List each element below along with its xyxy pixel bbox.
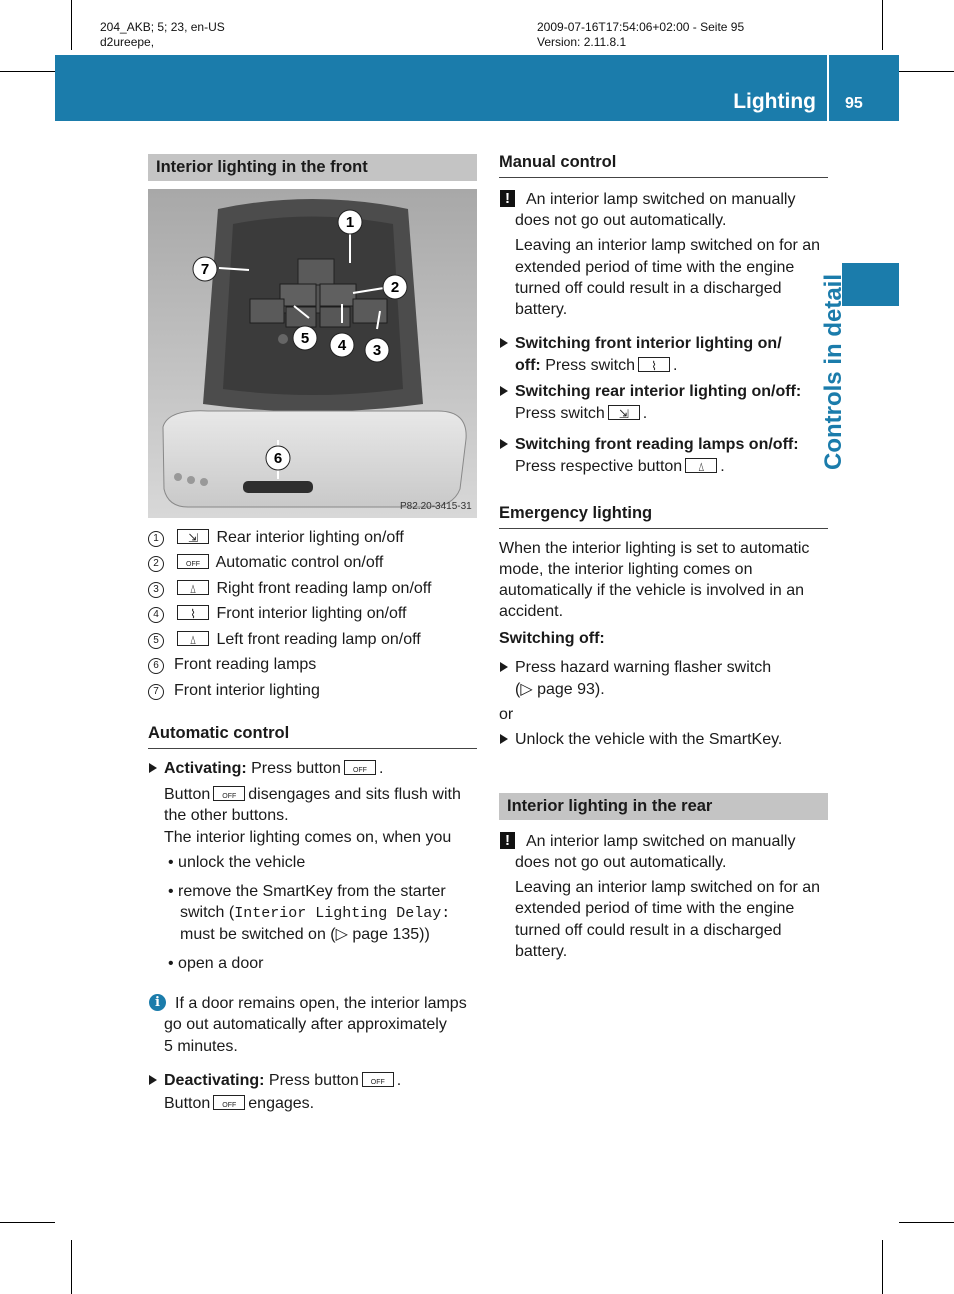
legend-item xyxy=(174,603,406,625)
paragraph: The interior lighting comes on, when you xyxy=(164,829,452,846)
legend-num: 4 xyxy=(148,607,164,623)
bullet-text: unlock the vehicle xyxy=(178,854,306,871)
crop-mark xyxy=(71,0,72,50)
auto-control-icon xyxy=(177,554,209,569)
bullet-item: • open a door xyxy=(168,955,264,972)
paragraph: When the interior lighting is set to automatic xyxy=(499,540,810,557)
legend-item xyxy=(174,629,421,651)
paragraph: mode, the interior lighting comes on xyxy=(499,561,753,578)
subhead-manual-control: Manual control xyxy=(499,153,828,178)
legend-item xyxy=(174,578,431,600)
step-text: Press button xyxy=(251,760,341,777)
meta-line: d2ureepe, xyxy=(100,35,155,49)
step-text: (▷ page 93). xyxy=(515,681,605,698)
side-tab-label: Controls in detail xyxy=(820,273,847,470)
step-text: Press hazard warning flasher switch xyxy=(515,659,772,676)
bullet-text: open a door xyxy=(178,955,264,972)
step-arrow-icon xyxy=(149,763,157,773)
legend-num: 5 xyxy=(148,633,164,649)
figure-code: P82.20-3415-31 xyxy=(400,501,472,512)
crop-mark xyxy=(882,0,883,50)
step-text: Press switch xyxy=(515,405,605,422)
svg-text:1: 1 xyxy=(345,214,355,231)
header-separator xyxy=(827,55,829,121)
crop-mark xyxy=(71,1240,72,1294)
warning-text: An interior lamp switched on manually xyxy=(526,191,796,208)
auto-control-icon xyxy=(213,1095,245,1110)
svg-text:2: 2 xyxy=(390,279,400,296)
subhead-emergency-lighting: Emergency lighting xyxy=(499,504,828,529)
paragraph xyxy=(164,1093,314,1115)
legend-item xyxy=(174,527,404,549)
step-label: Activating: xyxy=(164,760,247,777)
legend-text: Right front reading lamp on/off xyxy=(216,580,432,597)
legend-item xyxy=(174,552,383,574)
step-arrow-icon xyxy=(500,734,508,744)
section-title-front: Interior lighting in the front xyxy=(148,154,477,181)
reading-lamp-icon xyxy=(177,631,209,646)
page-number: 95 xyxy=(845,95,863,112)
step-label: off: xyxy=(515,357,541,374)
step-deactivating: Deactivating: Press buttonOFF . xyxy=(164,1070,401,1092)
rear-light-icon xyxy=(177,529,209,544)
step-label: Switching front interior lighting on/ xyxy=(515,335,782,352)
or-text: or xyxy=(499,706,514,723)
info-text: 5 minutes. xyxy=(164,1038,238,1055)
svg-text:3: 3 xyxy=(372,342,382,359)
subhead-automatic-control: Automatic control xyxy=(148,724,477,749)
meta-line: 204_AKB; 5; 23, en-US xyxy=(100,20,225,34)
paragraph xyxy=(180,902,450,925)
paragraph: the other buttons. xyxy=(164,807,289,824)
meta-line: Version: 2.11.8.1 xyxy=(537,35,627,49)
legend-text: Front interior lighting xyxy=(174,682,320,699)
paragraph: accident. xyxy=(499,603,564,620)
step-reading-lamps: Press respective button⍙ . xyxy=(515,456,725,478)
warning-text: battery. xyxy=(515,301,568,318)
meta-right xyxy=(537,20,744,50)
section-title-rear: Interior lighting in the rear xyxy=(499,793,828,820)
step-arrow-icon xyxy=(500,662,508,672)
paragraph: automatically if the vehicle is involved in an xyxy=(499,582,805,599)
front-light-icon xyxy=(177,605,209,620)
svg-text:5: 5 xyxy=(300,330,310,347)
svg-text:7: 7 xyxy=(200,261,210,278)
text: Button xyxy=(164,786,211,803)
warning-text: extended period of time with the engine xyxy=(515,900,795,917)
step-rear-interior: Press switch⇲ . xyxy=(515,403,647,425)
overhead-console-illustration xyxy=(148,189,477,518)
legend-num: 3 xyxy=(148,582,164,598)
legend-text: Rear interior lighting on/off xyxy=(216,529,404,546)
step-label: Deactivating: xyxy=(164,1072,265,1089)
crop-mark xyxy=(899,1222,954,1223)
rear-light-icon xyxy=(608,405,640,420)
step-arrow-icon xyxy=(500,386,508,396)
legend-num: 6 xyxy=(148,658,164,674)
info-text: If a door remains open, the interior lamps xyxy=(175,995,467,1012)
step-label: Switching front reading lamps on/off: xyxy=(515,436,799,453)
warning-text: does not go out automatically. xyxy=(515,854,727,871)
paragraph: must be switched on (▷ page 135)) xyxy=(180,926,430,943)
step-text: Press switch xyxy=(545,357,636,374)
label-switching-off: Switching off: xyxy=(499,630,605,647)
warning-icon: ! xyxy=(500,190,515,207)
bullet-item: • unlock the vehicle xyxy=(168,854,306,871)
crop-mark xyxy=(0,71,55,72)
step-text: Press button xyxy=(268,1072,359,1089)
crop-mark xyxy=(0,1222,55,1223)
step-front-interior: off: Press switch⌇ . xyxy=(515,355,677,377)
step-label: Switching rear interior lighting on/off: xyxy=(515,383,802,400)
legend-text: Front interior lighting on/off xyxy=(216,605,407,622)
legend-text: Left front reading lamp on/off xyxy=(216,631,421,648)
paragraph xyxy=(164,784,461,806)
warning-text: extended period of time with the engine xyxy=(515,259,795,276)
legend-num: 2 xyxy=(148,556,164,572)
text: disengages and sits flush with xyxy=(248,786,461,803)
warning-text: Leaving an interior lamp switched on for an xyxy=(515,237,821,254)
meta-left xyxy=(100,20,225,50)
warning-text: does not go out automatically. xyxy=(515,212,727,229)
legend-text: Front reading lamps xyxy=(174,656,317,673)
step-activating: Activating: Press buttonOFF . xyxy=(164,758,383,780)
auto-control-icon xyxy=(344,760,376,775)
step-text: Unlock the vehicle with the SmartKey. xyxy=(515,731,783,748)
legend-num: 1 xyxy=(148,531,164,547)
svg-text:4: 4 xyxy=(337,337,347,354)
header-bar xyxy=(55,55,899,121)
text: Button xyxy=(164,1095,211,1112)
warning-text: An interior lamp switched on manually xyxy=(526,833,796,850)
bullet-text: remove the SmartKey from the starter xyxy=(178,883,446,900)
meta-line: 2009-07-16T17:54:06+02:00 - Seite 95 xyxy=(537,20,745,34)
text: switch ( xyxy=(180,904,235,921)
crop-mark xyxy=(899,71,954,72)
warning-icon: ! xyxy=(500,832,515,849)
legend-text: Automatic control on/off xyxy=(215,554,384,571)
info-icon: i xyxy=(149,994,166,1011)
auto-control-icon xyxy=(213,786,245,801)
reading-lamp-icon xyxy=(177,580,209,595)
warning-text: Leaving an interior lamp switched on for an xyxy=(515,879,821,896)
figure-overhead-console xyxy=(148,189,477,518)
step-arrow-icon xyxy=(500,439,508,449)
side-tab xyxy=(842,263,899,306)
step-arrow-icon xyxy=(500,338,508,348)
warning-text: battery. xyxy=(515,943,568,960)
reading-lamp-icon xyxy=(685,458,717,473)
auto-control-icon xyxy=(362,1072,394,1087)
warning-text: turned off could result in a discharged xyxy=(515,922,782,939)
step-text: Press respective button xyxy=(515,458,683,475)
crop-mark xyxy=(882,1240,883,1294)
text: engages. xyxy=(248,1095,315,1112)
bullet-item: • remove the SmartKey from the starter xyxy=(168,883,446,900)
front-light-icon xyxy=(638,357,670,372)
legend-num: 7 xyxy=(148,684,164,700)
svg-text:6: 6 xyxy=(273,450,283,467)
display-message: Interior Lighting Delay: xyxy=(234,905,451,922)
step-arrow-icon xyxy=(149,1075,157,1085)
warning-text: turned off could result in a discharged xyxy=(515,280,782,297)
info-text: go out automatically after approximately xyxy=(164,1016,447,1033)
page-title: Lighting xyxy=(733,90,816,113)
